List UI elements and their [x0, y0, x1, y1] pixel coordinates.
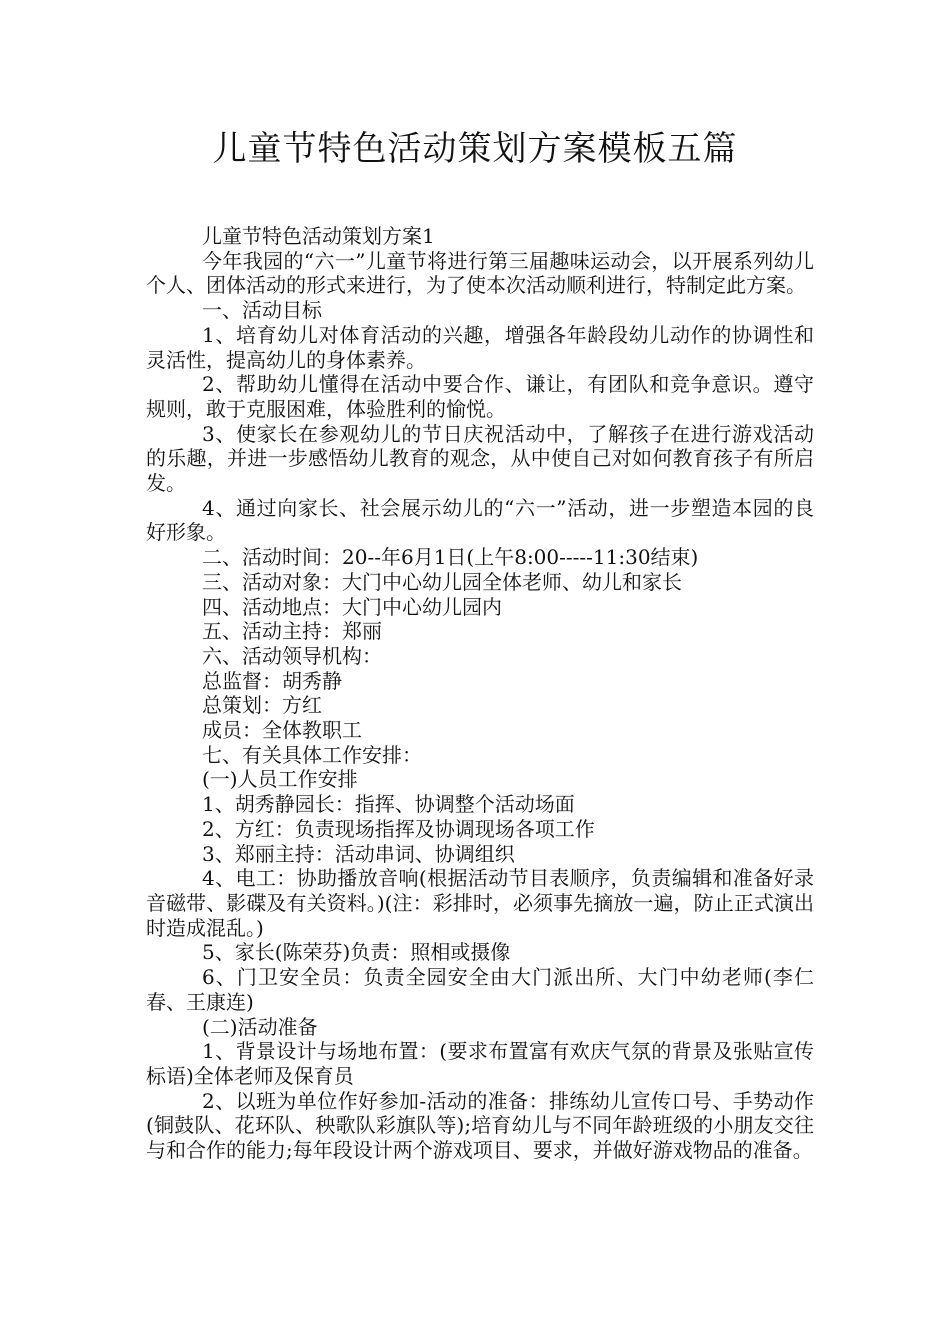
paragraph: 五、活动主持：郑丽	[202, 619, 382, 644]
paragraph: 2、以班为单位作好参加-活动的准备：排练幼儿宣传口号、手势动作(铜鼓队、花环队、秧歌队彩旗队等);培育幼儿与不同年龄班级的小朋友交往与和合作的能力;每年段设计两个游戏项目、要求，并做好游戏物品的准备。	[146, 1088, 814, 1163]
subsection-heading: (一)人员工作安排	[202, 767, 358, 792]
paragraph: 今年我园的“六一”儿童节将进行第三届趣味运动会，以开展系列幼儿个人、团体活动的形式来进行，为了使本次活动顺利进行，特制定此方案。	[146, 248, 814, 298]
subsection-heading: (二)活动准备	[202, 1014, 318, 1039]
paragraph: 总策划：方红	[202, 693, 322, 718]
section-heading: 儿童节特色活动策划方案1	[202, 224, 435, 248]
document-title: 儿童节特色活动策划方案模板五篇	[212, 129, 738, 169]
section-heading: 六、活动领导机构：	[202, 643, 382, 668]
paragraph: 2、方红：负责现场指挥及协调现场各项工作	[202, 816, 595, 841]
paragraph: 2、帮助幼儿懂得在活动中要合作、谦让，有团队和竞争意识。遵守规则，敢于克服困难，体验胜利的愉悦。	[146, 372, 814, 421]
section-heading: 一、活动目标	[202, 298, 322, 323]
paragraph: 3、使家长在参观幼儿的节日庆祝活动中，了解孩子在进行游戏活动的乐趣，并进一步感悟幼儿教育的观念，从中使自己对如何教育孩子有所启发。	[146, 421, 814, 496]
paragraph: 4、电工：协助播放音响(根据活动节目表顺序，负责编辑和准备好录音磁带、影碟及有关资料。)(注：彩排时，必须事先摘放一遍，防止正式演出时造成混乱。)	[146, 866, 814, 940]
paragraph: 1、背景设计与场地布置：(要求布置富有欢庆气氛的背景及张贴宣传标语)全体老师及保育员	[146, 1039, 814, 1088]
paragraph: 三、活动对象：大门中心幼儿园全体老师、幼儿和家长	[202, 569, 682, 594]
paragraph: 1、胡秀静园长：指挥、协调整个活动场面	[202, 792, 575, 817]
paragraph: 四、活动地点：大门中心幼儿园内	[202, 594, 502, 619]
paragraph: 1、培育幼儿对体育活动的兴趣，增强各年龄段幼儿动作的协调性和灵活性，提高幼儿的身体素养。	[146, 322, 814, 372]
section-heading: 七、有关具体工作安排：	[202, 742, 422, 767]
paragraph: 成员：全体教职工	[202, 718, 362, 743]
paragraph: 6、门卫安全员：负责全园安全由大门派出所、大门中幼老师(李仁春、王康连)	[146, 965, 814, 1014]
document-body	[146, 224, 814, 1163]
paragraph: 4、通过向家长、社会展示幼儿的“六一”活动，进一步塑造本园的良好形象。	[146, 495, 814, 545]
paragraph: 总监督：胡秀静	[202, 668, 342, 693]
paragraph: 5、家长(陈荣芬)负责：照相或摄像	[202, 940, 511, 965]
paragraph: 3、郑丽主持：活动串词、协调组织	[202, 841, 515, 866]
paragraph: 二、活动时间：20--年6月1日(上午8:00-----11:30结束)	[202, 545, 699, 570]
